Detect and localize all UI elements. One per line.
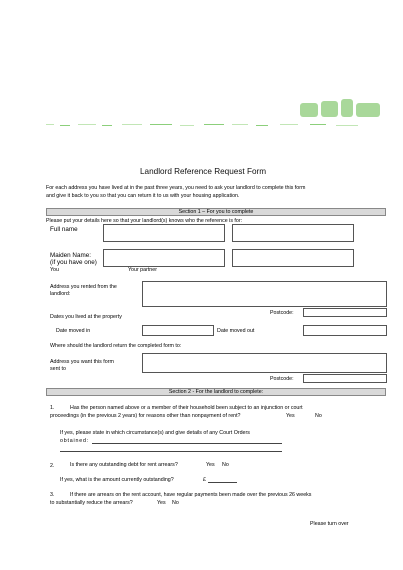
- question1-if-yes-line1: If yes, please state in which circumstance(s) and give details of any Court Orders: [60, 430, 250, 436]
- turn-over-note: Please turn over: [310, 521, 349, 527]
- intro-text-line2: and give it back to you so that you can return it to us with your housing application.: [46, 193, 240, 199]
- date-moved-out-field[interactable]: [303, 325, 387, 336]
- full-name-label: Full name: [50, 226, 78, 233]
- question2-amount-label: If yes, what is the amount currently outstanding?: [60, 477, 174, 483]
- you-column-label: You: [50, 267, 59, 273]
- question3-line2: to substantially reduce the arrears?: [50, 500, 133, 506]
- question2-currency-symbol: £: [203, 477, 206, 483]
- question2-text: Is there any outstanding debt for rent arrears?: [70, 462, 178, 468]
- question3-number: 3.: [50, 492, 55, 498]
- question2-yes[interactable]: Yes: [206, 462, 215, 468]
- intro-text-line1: For each address you have lived at in the past three years, you need to ask your landlord to complete this form: [46, 185, 306, 191]
- question1-line2: proceedings (in the previous 2 years) for reasons other than nonpayment of rent?: [50, 413, 241, 419]
- question1-line1: Has the person named above or a member of their household been subject to an injunction or court: [70, 405, 303, 411]
- postcode-field-2[interactable]: [303, 374, 387, 383]
- address-rented-label-line2: landlord:: [50, 291, 71, 297]
- question1-no[interactable]: No: [315, 413, 322, 419]
- question1-answer-line1[interactable]: [92, 443, 282, 444]
- date-moved-in-field[interactable]: [142, 325, 214, 336]
- question2-amount-field[interactable]: [208, 482, 237, 483]
- question1-answer-line2[interactable]: [60, 451, 282, 452]
- question1-if-yes-line2: obtained:: [60, 438, 89, 444]
- dates-lived-label: Dates you lived at the property: [50, 314, 122, 320]
- question2-number: 2.: [50, 463, 55, 469]
- address-rented-label-line1: Address you rented from the: [50, 284, 117, 290]
- return-to-label: Where should the landlord return the completed form to:: [50, 343, 182, 349]
- date-moved-out-label: Date moved out: [217, 328, 255, 334]
- sent-to-address-field[interactable]: [142, 353, 387, 373]
- question1-yes[interactable]: Yes: [286, 413, 295, 419]
- section2-header: Section 2 - For the landlord to complete:: [46, 388, 386, 396]
- question3-line1: If there are arrears on the rent account, have regular payments been made over the previous 26 weeks: [70, 492, 312, 498]
- sent-to-label-line2: sent to: [50, 366, 66, 372]
- postcode-label: Postcode:: [270, 310, 294, 316]
- postcode-label-2: Postcode:: [270, 376, 294, 382]
- maiden-name-label: Maiden Name:: [50, 252, 91, 259]
- partner-column-label: Your partner: [128, 267, 157, 273]
- full-name-you-field[interactable]: [103, 224, 225, 242]
- section1-header: Section 1 – For you to complete: [46, 208, 386, 216]
- sent-to-label-line1: Address you want this form: [50, 359, 114, 365]
- full-name-partner-field[interactable]: [232, 224, 354, 242]
- details-instruction: Please put your details here so that your landlord(s) knows who the reference is for:: [46, 218, 243, 224]
- maiden-name-partner-field[interactable]: [232, 249, 354, 267]
- question1-number: 1.: [50, 405, 55, 411]
- maiden-name-you-field[interactable]: [103, 249, 225, 267]
- question2-no[interactable]: No: [222, 462, 229, 468]
- address-rented-field[interactable]: [142, 281, 387, 307]
- date-moved-in-label: Date moved in: [56, 328, 91, 334]
- maiden-name-sublabel: (if you have one): [50, 259, 97, 266]
- postcode-field[interactable]: [303, 308, 387, 317]
- form-title: Landlord Reference Request Form: [140, 167, 267, 176]
- question3-yes[interactable]: Yes: [157, 500, 166, 506]
- question3-no[interactable]: No: [172, 500, 179, 506]
